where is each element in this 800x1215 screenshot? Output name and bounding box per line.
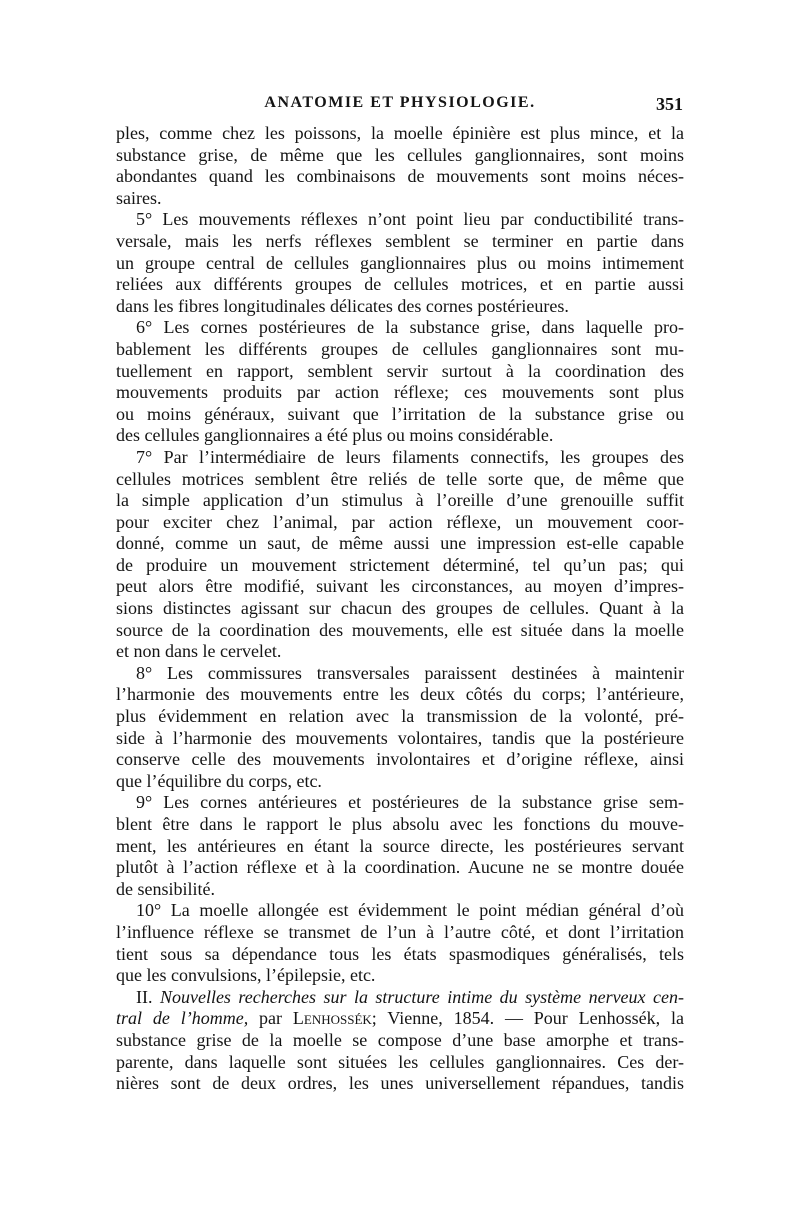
text-line: pour exciter chez l’animal, par action réflexe, un mouvement coor- xyxy=(116,511,684,532)
text-line: et non dans le cervelet. xyxy=(116,641,282,662)
running-head xyxy=(117,94,683,120)
text-line: saires. xyxy=(116,187,162,208)
reference-line-1 xyxy=(116,987,684,1009)
text-line: donné, comme un saut, de même aussi une impression est-elle capable xyxy=(116,533,684,554)
text-line: 9° Les cornes antérieures et postérieures de la substance grise sem- xyxy=(136,792,684,813)
reference-line-2 xyxy=(116,1008,684,1030)
text-line: 7° Par l’intermédiaire de leurs filaments connectifs, les groupes des xyxy=(136,446,684,467)
text-body xyxy=(116,123,684,1095)
body-lines xyxy=(116,123,684,987)
text-line: ment, les antérieures en étant la source directe, les postérieures servant xyxy=(116,835,684,856)
reference-title-part-2: tral de l’homme, xyxy=(116,1008,249,1029)
text-line: sions distinctes agissant sur chacun des groupes de cellules. Quant à la xyxy=(116,598,684,619)
reference-title-part-1: Nouvelles recherches sur la structure intime du système nerveux cen- xyxy=(159,986,684,1007)
text-line: plutôt à l’action réflexe et à la coordination. Aucune ne se montre douée xyxy=(116,857,684,878)
text-line: mouvements produits par action réflexe; ces mouvements sont plus xyxy=(116,382,684,403)
text-line: que l’équilibre du corps, etc. xyxy=(116,770,322,791)
text-line: conserve celle des mouvements involontaires et d’origine réflexe, ainsi xyxy=(116,749,684,770)
text-line: tient sous sa dépendance tous les états spasmodiques généralisés, tels xyxy=(116,943,684,964)
text-line: plus évidemment en relation avec la transmission de la volonté, pré- xyxy=(116,706,684,727)
text-line: un groupe central de cellules ganglionnaires plus ou moins intimement xyxy=(116,252,684,273)
reference-lines xyxy=(116,1030,684,1095)
text-line: abondantes quand les combinaisons de mouvements sont moins néces- xyxy=(116,166,684,187)
text-line: des cellules ganglionnaires a été plus ou moins considérable. xyxy=(116,425,554,446)
text-line: side à l’harmonie des mouvements volontaires, tandis que la postérieure xyxy=(116,727,684,748)
text-line: reliées aux différents groupes de cellules motrices, et en partie aussi xyxy=(116,274,684,295)
text-line: 10° La moelle allongée est évidemment le point médian général d’où xyxy=(136,900,684,921)
page-number: 351 xyxy=(656,94,683,114)
text-line: peut alors être modifié, suivant les circonstances, au moyen d’impres- xyxy=(116,576,684,597)
text-line: que les convulsions, l’épilepsie, etc. xyxy=(116,965,376,986)
text-line: 6° Les cornes postérieures de la substance grise, dans laquelle pro- xyxy=(136,317,684,338)
text-line: 8° Les commissures transversales paraissent destinées à maintenir xyxy=(136,662,684,683)
text-line: versale, mais les nerfs réflexes semblent se terminer en partie dans xyxy=(116,230,684,251)
text-line: la simple application d’un stimulus à l’oreille d’une grenouille suffit xyxy=(116,490,684,511)
text-line: substance grise, de même que les cellules ganglionnaires, sont moins xyxy=(116,144,684,165)
reference-author: Lenhossék xyxy=(292,1008,372,1029)
text-line: ou moins généraux, suivant que l’irritation de la substance grise ou xyxy=(116,403,684,424)
reference-text-line: parente, dans laquelle sont situées les cellules ganglionnaires. Ces der- xyxy=(116,1051,684,1072)
text-line: dans les fibres longitudinales délicates des cornes postérieures. xyxy=(116,295,569,316)
text-line: de sensibilité. xyxy=(116,878,215,899)
text-line: l’influence réflexe se transmet de l’un à l’autre côté, et dont l’irritation xyxy=(116,921,684,942)
text-line: bablement les différents groupes de cellules ganglionnaires sont mu- xyxy=(116,338,684,359)
text-line: cellules motrices semblent être reliés de telle sorte que, de même que xyxy=(116,468,684,489)
text-line: de produire un mouvement strictement déterminé, tel qu’un pas; qui xyxy=(116,554,684,575)
running-title: ANATOMIE ET PHYSIOLOGIE. xyxy=(264,94,536,111)
reference-rest: ; Vienne, 1854. — Pour Lenhossék, la xyxy=(371,1008,684,1029)
text-line: 5° Les mouvements réflexes n’ont point lieu par conductibilité trans- xyxy=(136,209,684,230)
reference-number: II. xyxy=(136,986,160,1007)
text-line: l’harmonie des mouvements entre les deux côtés du corps; l’antérieure, xyxy=(116,684,684,705)
reference-by: par xyxy=(248,1008,293,1029)
reference-text-line: substance grise de la moelle se compose d’une base amorphe et trans- xyxy=(116,1029,684,1050)
text-line: tuellement en rapport, semblent servir surtout à la coordination des xyxy=(116,360,684,381)
text-line: source de la coordination des mouvements, elle est située dans la moelle xyxy=(116,619,684,640)
text-line: blent être dans le rapport le plus absolu avec les fonctions du mouve- xyxy=(116,814,684,834)
reference-text-line: nières sont de deux ordres, les unes universellement répandues, tandis xyxy=(116,1073,684,1094)
text-line: ples, comme chez les poissons, la moelle épinière est plus mince, et la xyxy=(116,123,684,143)
